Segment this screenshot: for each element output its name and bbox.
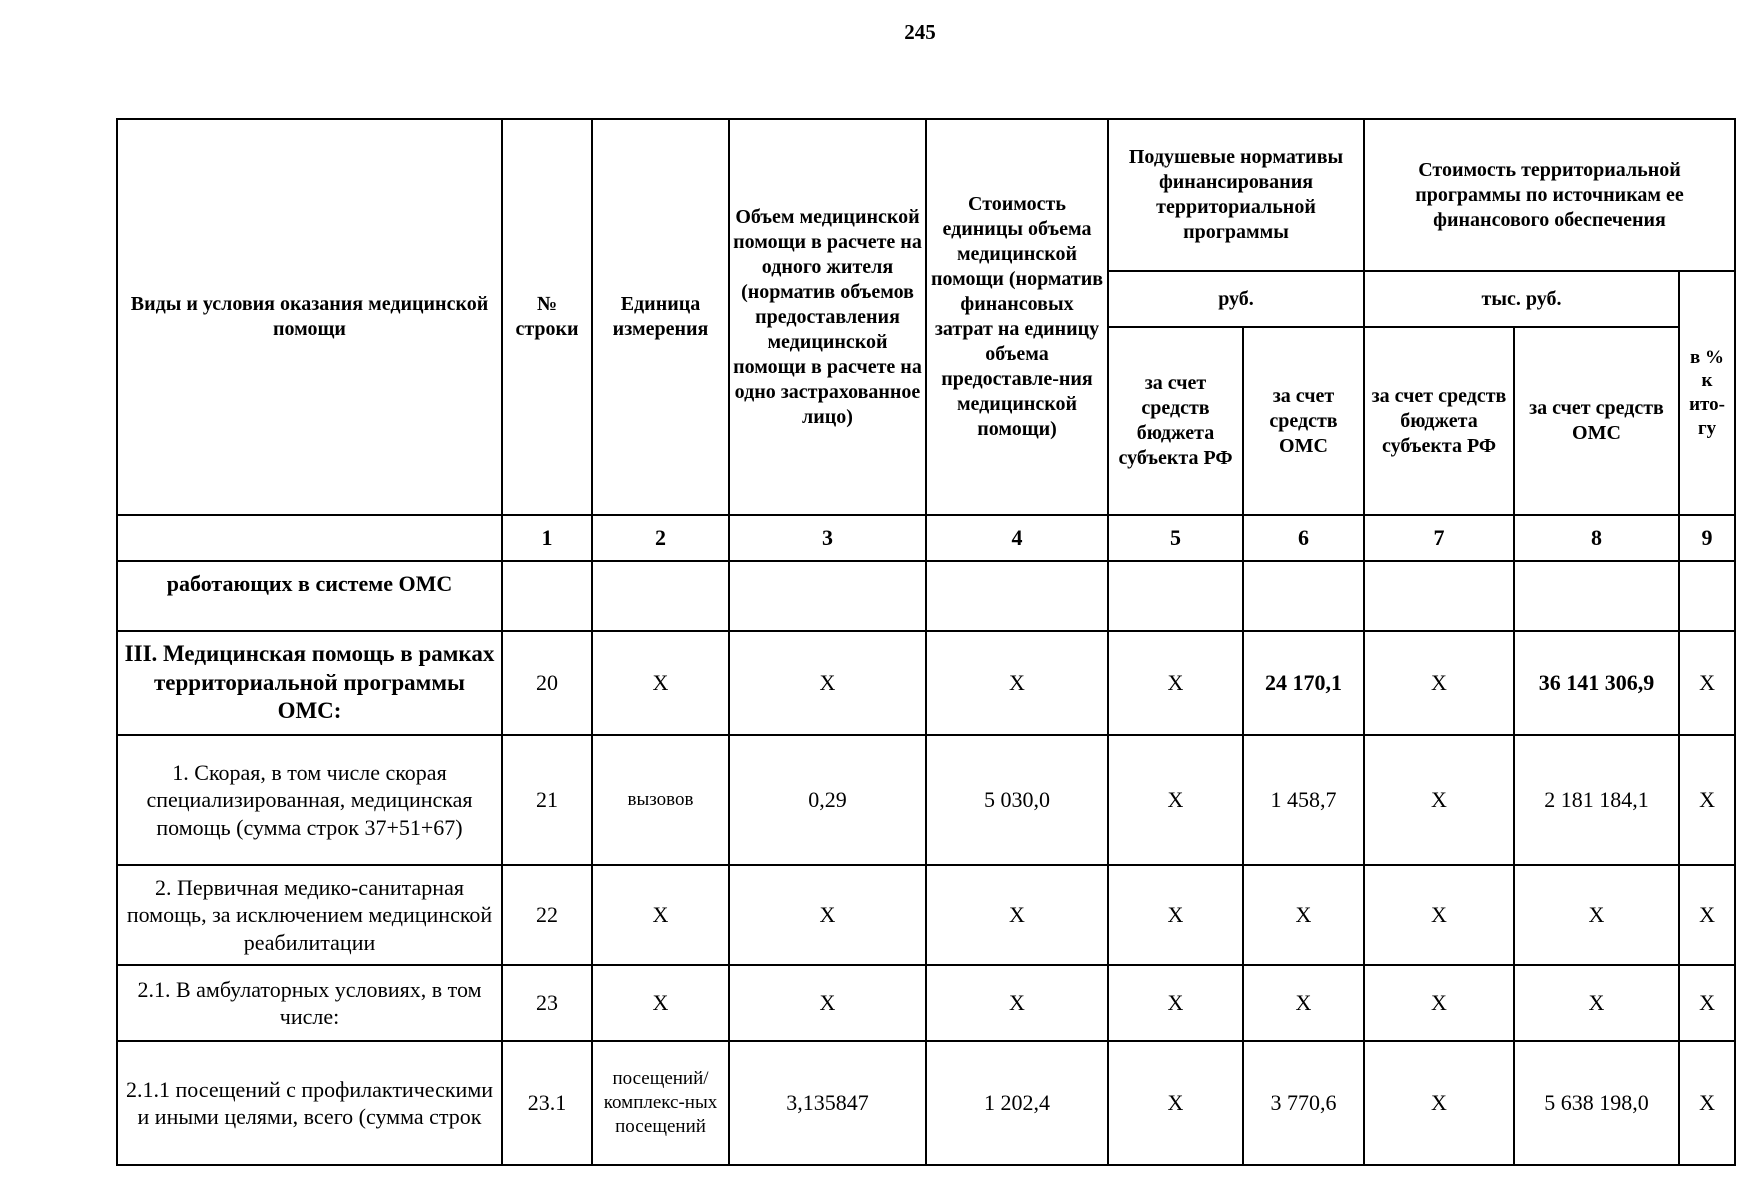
- header-rub: руб.: [1108, 271, 1364, 327]
- table-cell: 2 181 184,1: [1514, 735, 1679, 865]
- column-number: 9: [1679, 515, 1735, 561]
- table-cell: X: [729, 865, 926, 965]
- row-name: III. Медицинская помощь в рамках территориальной программы ОМС:: [117, 631, 502, 735]
- table-cell: 24 170,1: [1243, 631, 1364, 735]
- table-cell: X: [1364, 1041, 1514, 1165]
- table-cell: посещений/ комплекс-ных посещений: [592, 1041, 729, 1165]
- table-cell: [502, 561, 592, 631]
- table-cell: X: [1108, 631, 1243, 735]
- header-oms-funds-2: за счет средств ОМС: [1514, 327, 1679, 515]
- row-name: 2. Первичная медико-санитарная помощь, за исключением медицинской реабилитации: [117, 865, 502, 965]
- column-number: 3: [729, 515, 926, 561]
- table-cell: 0,29: [729, 735, 926, 865]
- table-cell: X: [729, 965, 926, 1041]
- header-volume: Объем медицинской помощи в расчете на одного жителя (норматив объемов предоставления медицинской помощи в расчете на одно застрахованное лицо): [729, 119, 926, 515]
- table-cell: [926, 561, 1108, 631]
- header-kinds: Виды и условия оказания медицинской помощи: [117, 119, 502, 515]
- row-name: работающих в системе ОМС: [117, 561, 502, 631]
- header-unit: Единица измерения: [592, 119, 729, 515]
- column-number: 2: [592, 515, 729, 561]
- table-cell: X: [1108, 735, 1243, 865]
- column-number: 7: [1364, 515, 1514, 561]
- header-budget-subject: за счет средств бюджета субъекта РФ: [1108, 327, 1243, 515]
- column-number: 8: [1514, 515, 1679, 561]
- table-cell: X: [1679, 1041, 1735, 1165]
- table-cell: 22: [502, 865, 592, 965]
- row-name: 2.1. В амбулаторных условиях, в том числе:: [117, 965, 502, 1041]
- table-cell: X: [1679, 965, 1735, 1041]
- table-row: [117, 965, 1735, 1041]
- header-cost-unit: Стоимость единицы объема медицинской помощи (норматив финансовых затрат на единицу объема предоставле-ния медицинской помощи): [926, 119, 1108, 515]
- column-number: 1: [502, 515, 592, 561]
- table-cell: X: [1514, 965, 1679, 1041]
- table-cell: X: [1108, 865, 1243, 965]
- table-row: [117, 1041, 1735, 1165]
- table-cell: X: [1108, 965, 1243, 1041]
- table-cell: X: [1364, 865, 1514, 965]
- header-per-capita: Подушевые нормативы финансирования территориальной программы: [1108, 119, 1364, 271]
- table-cell: 21: [502, 735, 592, 865]
- table-row: [117, 865, 1735, 965]
- table-cell: X: [1364, 631, 1514, 735]
- table-cell: X: [592, 631, 729, 735]
- table-cell: 1 458,7: [1243, 735, 1364, 865]
- row-name: 1. Скорая, в том числе скорая специализированная, медицинская помощь (сумма строк 37+51+67): [117, 735, 502, 865]
- table-cell: X: [1679, 865, 1735, 965]
- table-cell: X: [592, 965, 729, 1041]
- column-number: [117, 515, 502, 561]
- table-cell: 1 202,4: [926, 1041, 1108, 1165]
- table-cell: X: [1364, 965, 1514, 1041]
- table-cell: 5 638 198,0: [1514, 1041, 1679, 1165]
- table-cell: X: [926, 631, 1108, 735]
- table-cell: X: [926, 865, 1108, 965]
- header-thous-rub: тыс. руб.: [1364, 271, 1679, 327]
- table-cell: X: [1679, 631, 1735, 735]
- table-row: [117, 561, 1735, 631]
- table-cell: 3,135847: [729, 1041, 926, 1165]
- table-cell: [1364, 561, 1514, 631]
- header-percent-total: в % к ито-гу: [1679, 271, 1735, 515]
- table-cell: X: [1679, 735, 1735, 865]
- column-number: 6: [1243, 515, 1364, 561]
- header-row-number: № строки: [502, 119, 592, 515]
- header-oms-funds: за счет средств ОМС: [1243, 327, 1364, 515]
- table-cell: 20: [502, 631, 592, 735]
- column-number: 4: [926, 515, 1108, 561]
- financing-table: [116, 118, 1736, 1166]
- column-number-row: [117, 515, 1735, 561]
- table-cell: [1108, 561, 1243, 631]
- table-cell: [1243, 561, 1364, 631]
- header-budget-subject-rf: за счет средств бюджета субъекта РФ: [1364, 327, 1514, 515]
- table-cell: X: [1243, 865, 1364, 965]
- table-cell: [592, 561, 729, 631]
- table-cell: X: [1108, 1041, 1243, 1165]
- column-number: 5: [1108, 515, 1243, 561]
- header-program-cost: Стоимость территориальной программы по источникам ее финансового обеспечения: [1364, 119, 1735, 271]
- table-cell: 3 770,6: [1243, 1041, 1364, 1165]
- table-cell: [729, 561, 926, 631]
- table-row: [117, 735, 1735, 865]
- table-cell: 36 141 306,9: [1514, 631, 1679, 735]
- table-cell: 5 030,0: [926, 735, 1108, 865]
- table-cell: X: [926, 965, 1108, 1041]
- table-cell: [1679, 561, 1735, 631]
- table-cell: 23.1: [502, 1041, 592, 1165]
- table-row: [117, 631, 1735, 735]
- table-cell: X: [1364, 735, 1514, 865]
- table-cell: X: [1514, 865, 1679, 965]
- table-cell: X: [729, 631, 926, 735]
- table-cell: 23: [502, 965, 592, 1041]
- table-cell: X: [592, 865, 729, 965]
- table-cell: вызовов: [592, 735, 729, 865]
- table-cell: X: [1243, 965, 1364, 1041]
- table-cell: [1514, 561, 1679, 631]
- page-number: 245: [904, 20, 936, 44]
- row-name: 2.1.1 посещений с профилактическими и иными целями, всего (сумма строк: [117, 1041, 502, 1165]
